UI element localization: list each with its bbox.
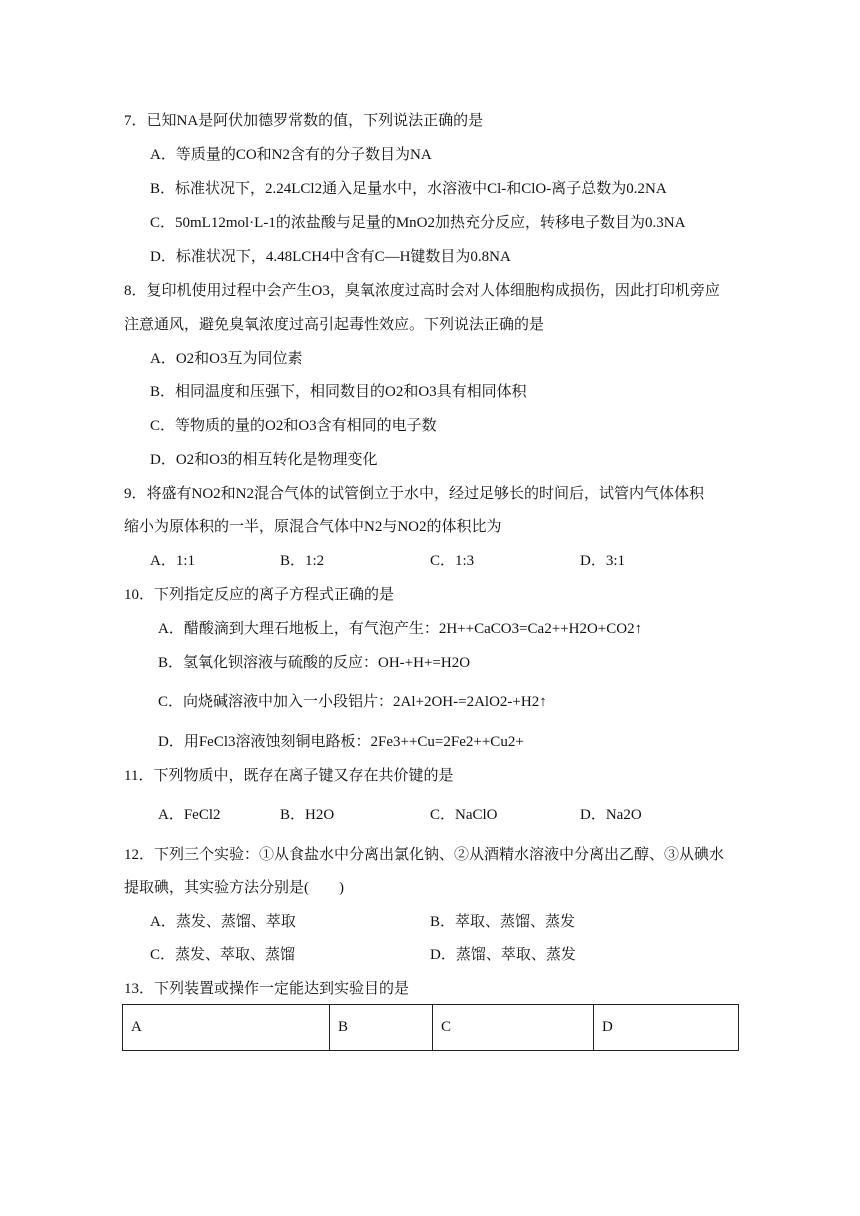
table-header-a: A — [123, 1005, 330, 1051]
table-row — [123, 1005, 739, 1051]
table-header-b: B — [330, 1005, 433, 1051]
question-8-option-c: C．等物质的量的O2和O3含有相同的电子数 — [150, 418, 437, 434]
question-11-option-b: B．H2O — [280, 807, 335, 823]
question-12-options-row-1 — [150, 912, 770, 932]
question-9-option-d: D．3:1 — [580, 553, 626, 569]
table-header-d: D — [594, 1005, 739, 1051]
question-8-stem-line-2: 注意通风，避免臭氧浓度过高引起毒性效应。下列说法正确的是 — [124, 317, 545, 333]
question-11-option-c: C．NaClO — [430, 807, 498, 823]
question-8-stem-line-1: 8．复印机使用过程中会产生O3，臭氧浓度过高时会对人体细胞构成损伤，因此打印机旁应 — [124, 283, 720, 299]
question-12-options-row-2 — [150, 945, 770, 965]
question-9-option-b: B．1:2 — [280, 553, 325, 569]
question-7-option-c: C．50mL12mol·L-1的浓盐酸与足量的MnO2加热充分反应，转移电子数目为0.3NA — [150, 215, 686, 231]
question-13-stem: 13．下列装置或操作一定能达到实验目的是 — [124, 981, 410, 997]
question-13-table — [122, 1004, 739, 1051]
question-9-stem-line-2: 缩小为原体积的一半，原混合气体中N2与NO2的体积比为 — [124, 519, 502, 535]
question-8-option-b: B．相同温度和压强下，相同数目的O2和O3具有相同体积 — [150, 384, 527, 400]
question-9-stem-line-1: 9．将盛有NO2和N2混合气体的试管倒立于水中，经过足够长的时间后，试管内气体体积 — [124, 486, 705, 502]
question-8-option-d: D．O2和O3的相互转化是物理变化 — [150, 452, 378, 468]
question-7-option-a: A．等质量的CO和N2含有的分子数目为NA — [150, 147, 432, 163]
question-12-stem-line-1: 12．下列三个实验：①从食盐水中分离出氯化钠、②从酒精水溶液中分离出乙醇、③从碘水 — [124, 847, 725, 863]
table-header-c: C — [433, 1005, 594, 1051]
question-12-option-a: A．蒸发、蒸馏、萃取 — [150, 914, 296, 930]
question-10-option-b: B．氢氧化钡溶液与硫酸的反应：OH-+H+=H2O — [158, 655, 471, 671]
question-12-stem-line-2: 提取碘，其实验方法分别是( ) — [124, 880, 344, 896]
question-12-option-d: D．蒸馏、萃取、蒸发 — [430, 947, 576, 963]
question-10-option-a: A．醋酸滴到大理石地板上，有气泡产生：2H++CaCO3=Ca2++H2O+CO2↑ — [158, 621, 643, 637]
question-10-option-c: C．向烧碱溶液中加入一小段铝片：2Al+2OH-=2AlO2-+H2↑ — [158, 694, 547, 710]
question-11-option-a: A．FeCl2 — [158, 807, 221, 823]
question-12-option-b: B．萃取、蒸馏、蒸发 — [430, 914, 576, 930]
question-7-option-d: D．标准状况下，4.48LCH4中含有C—H键数目为0.8NA — [150, 249, 511, 265]
question-11-options — [158, 805, 778, 825]
question-9-options — [150, 551, 770, 571]
question-10-stem: 10．下列指定反应的离子方程式正确的是 — [124, 587, 395, 603]
question-8-option-a: A．O2和O3互为同位素 — [150, 351, 303, 367]
question-11-option-d: D．Na2O — [580, 807, 642, 823]
question-9-option-a: A．1:1 — [150, 553, 196, 569]
question-12-option-c: C．蒸发、萃取、蒸馏 — [150, 947, 296, 963]
question-9-option-c: C．1:3 — [430, 553, 475, 569]
question-7-stem: 7．已知NA是阿伏加德罗常数的值，下列说法正确的是 — [124, 113, 484, 129]
question-10-option-d: D．用FeCl3溶液蚀刻铜电路板：2Fe3++Cu=2Fe2++Cu2+ — [158, 734, 524, 750]
question-11-stem: 11．下列物质中，既存在离子键又存在共价键的是 — [124, 768, 454, 784]
question-7-option-b: B．标准状况下，2.24LCl2通入足量水中，水溶液中Cl-和ClO-离子总数为0.2NA — [150, 181, 667, 197]
